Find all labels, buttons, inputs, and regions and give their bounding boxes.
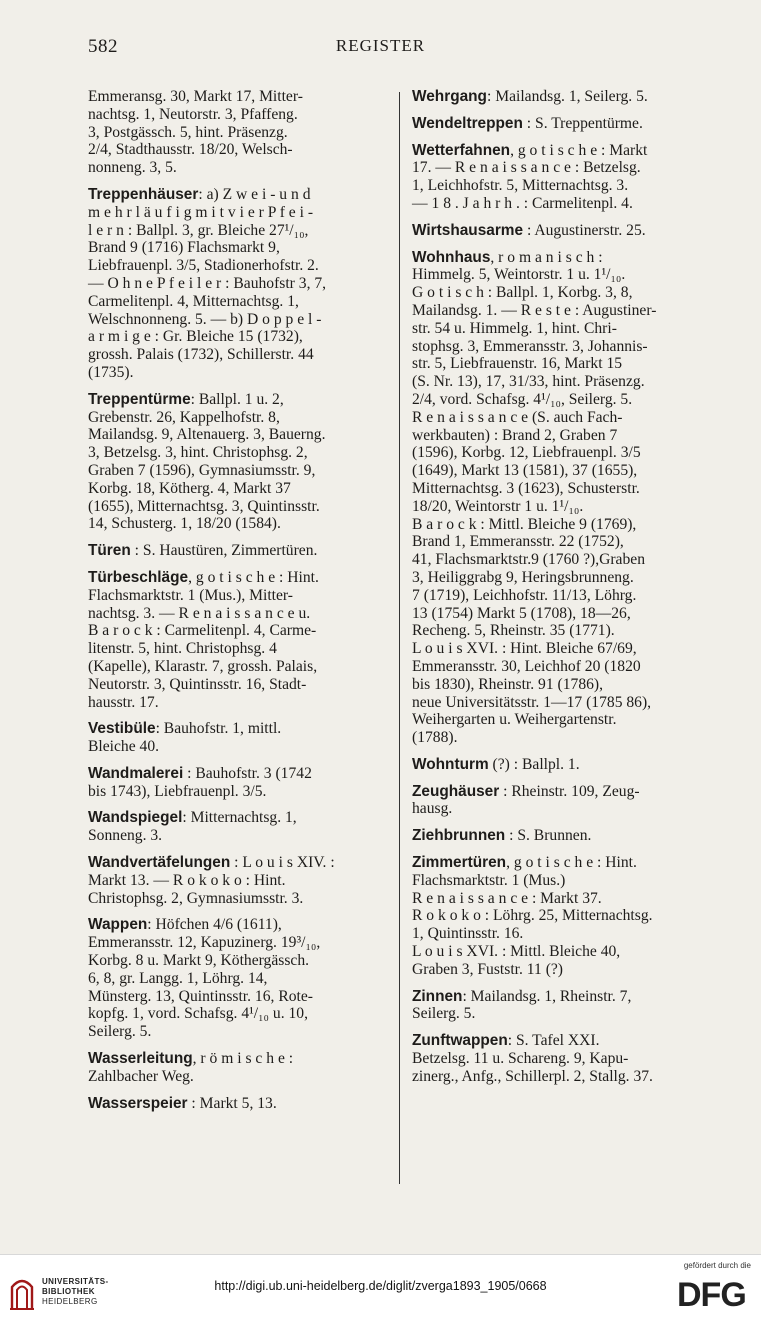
entry-text: : a) Z w e i - u n d m e h r l ä u f i g m i t v i e r P f e i - l e r n : Ballpl. 3, gr. Bleiche 27¹/₁₀, Brand 9 (1716) Flachsmarkt 9, Liebfrauenpl. 3/5, Stadionerhofstr. 2. — O h n e P f e i l e r : Bauhofstr 3, 7, Carmelitenpl. 4, Mitternachtsg. 1, Welschnonneng. 5. — b) D o p p e l - a r m i g e : Gr. Bleiche 15 (1732), grossh. Palais (1732), Schillerstr. 44 (1735). — [88, 185, 327, 381]
index-entry — [88, 1050, 386, 1086]
entry-headword: Wandspiegel — [88, 809, 183, 827]
index-entry — [412, 115, 708, 133]
entry-text: : Ballpl. 1 u. 2, Grebenstr. 26, Kappelhofstr. 8, Mailandsg. 9, Altenauerg. 3, Bauerng. 3, Betzelsg. 3, hint. Christophsg. 2, Graben 7 (1596), Gymnasiumsstr. 9, Korbg. 18, Kötherg. 4, Markt 37 (1655), Mitternachtsg. 3, Quintinsstr. 14, Schusterg. 1, 18/20 (1584). — [88, 390, 326, 533]
index-column-right — [412, 88, 708, 1095]
entry-text: : Höfchen 4/6 (1611), Emmeransstr. 12, Kapuzinerg. 19³/₁₀, Korbg. 8 u. Markt 9, Köthergässch. 6, 8, gr. Langg. 1, Löhrg. 14, Münsterg. 13, Quintinsstr. 16, Rote- kopfg. 1, vord. Schafsg. 4¹/₁₀ u. 10, Seilerg. 5. — [88, 916, 321, 1041]
funding-note: gefördert durch die — [683, 1261, 751, 1270]
index-entry — [88, 88, 386, 177]
entry-text: , r o m a n i s c h : Himmelg. 5, Weintorstr. 1 u. 1¹/₁₀. G o t i s c h : Ballpl. 1, Korbg. 3, 8, Mailandsg. 1. — R e s t e : Augustiner- str. 54 u. Himmelg. 1, hint. Chri- stophsg. 3, Emmeransstr. 3, Johannis- str. 5, Liebfrauenstr. 16, Markt 15 (S. Nr. 13), 17, 31/33, hint. Präsenzg. 2/4, vord. Schafsg. 4¹/₁₀, Seilerg. 5. R e n a i s s a n c e (S. auch Fach- werkbauten) : Brand 2, Graben 7 (1596), Korbg. 12, Liebfrauenpl. 3/5 (1649), Markt 13 (1581), 37 (1655), Mitternachtsg. 3 (1623), Schusterstr. 18/20, Weintorstr 1 u. 1¹/₁₀. B a r o c k : Mittl. Bleiche 9 (1769), Brand 1, Emmeransstr. 22 (1752), 41, Flachsmarktstr.9 (1760 ?),Graben 3, Heiliggrabg 9, Heringsbrunneng. 7 (1719), Leichhofstr. 11/13, Löhrg. 13 (1754) Markt 5 (1708), 18—26, Recheng. 5, Rheinstr. 35 (1771). L o u i s XVI. : Hint. Bleiche 67/69, Emmeransstr. 30, Leichhof 20 (1820 bis 1830), Rheinstr. 91 (1786), neue Universitätsstr. 1—17 (1785 86), Weihergarten u. Weihergartenstr. (1788). — [412, 248, 657, 747]
entry-headword: Wetterfahnen — [412, 141, 511, 159]
university-library-logo[interactable] — [8, 1271, 158, 1315]
library-name-line3: HEIDELBERG — [42, 1297, 98, 1306]
entry-text: , g o t i s c h e : Hint. Flachsmarktstr. 1 (Mus.) R e n a i s s a n c e : Markt 37. R o k o k o : Löhrg. 25, Mitternachtsg. 1, Quintinsstr. 16. L o u i s XVI. : Mittl. Bleiche 40, Graben 3, Fuststr. 11 (?) — [412, 854, 653, 978]
entry-text: , g o t i s c h e : Markt 17. — R e n a i s s a n c e : Betzelsg. 1, Leichhofstr. 5, Mitternachtsg. 3. — 1 8 . J a h r h . : Carmelitenpl. 4. — [412, 141, 648, 212]
dfg-logo-text: DFG — [677, 1276, 746, 1313]
column-divider — [399, 92, 400, 1184]
entry-text: : Mitternachtsg. 1, Sonneng. 3. — [88, 809, 297, 845]
index-entry — [88, 720, 386, 756]
entry-headword: Wohnturm — [412, 755, 489, 773]
entry-headword: Zinnen — [412, 987, 463, 1005]
index-entry — [412, 249, 708, 747]
entry-headword: Treppentürme — [88, 390, 191, 408]
entry-headword: Treppenhäuser — [88, 185, 199, 203]
dfg-logo[interactable] — [677, 1273, 751, 1313]
index-entry — [412, 88, 708, 106]
index-entry — [412, 988, 708, 1024]
index-entry — [88, 1095, 386, 1113]
index-entry — [88, 542, 386, 560]
entry-headword: Wandmalerei — [88, 764, 184, 782]
library-name-line1: UNIVERSITÄTS- — [42, 1277, 109, 1286]
index-entry — [412, 222, 708, 240]
index-entry — [88, 391, 386, 533]
index-entry — [88, 916, 386, 1041]
entry-headword: Zunftwappen — [412, 1032, 508, 1050]
index-entry — [88, 854, 386, 907]
library-name-line2: BIBLIOTHEK — [42, 1287, 95, 1296]
index-entry — [412, 1032, 708, 1085]
page-number: 582 — [88, 36, 118, 57]
index-entry — [88, 186, 386, 382]
entry-headword: Wasserspeier — [88, 1094, 188, 1112]
index-entry — [412, 827, 708, 845]
index-entry — [412, 756, 708, 774]
entry-text: : S. Tafel XXI. Betzelsg. 11 u. Schareng. 9, Kapu- zinerg., Anfg., Schillerpl. 2, Stallg. 37. — [412, 1032, 653, 1085]
entry-headword: Wendeltreppen — [412, 114, 523, 132]
entry-text: : S. Brunnen. — [505, 827, 592, 845]
entry-headword: Türbeschläge — [88, 568, 189, 586]
entry-text: : Rheinstr. 109, Zeug- hausg. — [412, 782, 640, 818]
entry-text: : Bauhofstr. 3 (1742 bis 1743), Liebfrauenpl. 3/5. — [88, 764, 312, 800]
entry-headword: Wohnhaus — [412, 248, 491, 266]
entry-text: : Mailandsg. 1, Seilerg. 5. — [486, 88, 648, 105]
entry-text: Emmeransg. 30, Markt 17, Mitter- nachtsg. 1, Neutorstr. 3, Pfaffeng. 3, Postgässch. 5, hint. Präsenzg. 2/4, Stadthausstr. 18/20, Welsch- nonneng. 3, 5. — [88, 88, 303, 177]
index-entry — [412, 783, 708, 819]
entry-headword: Wappen — [88, 916, 148, 934]
entry-text: , g o t i s c h e : Hint. Flachsmarktstr. 1 (Mus.), Mitter- nachtsg. 3. — R e n a i s s a n c e u. B a r o c k : Carmelitenpl. 4, Carme- litenstr. 5, hint. Christophsg. 4 (Kapelle), Klarastr. 7, grossh. Palais, Neutorstr. 3, Quintinsstr. 16, Stadt- hausstr. 17. — [88, 568, 319, 711]
entry-text: : Bauhofstr. 1, mittl. Bleiche 40. — [88, 720, 282, 756]
entry-headword: Wirtshausarme — [412, 221, 524, 239]
entry-headword: Wasserleitung — [88, 1050, 193, 1068]
index-entry — [412, 142, 708, 213]
entry-text: : S. Haustüren, Zimmertüren. — [130, 542, 318, 560]
index-column-left — [88, 88, 386, 1121]
index-entry — [88, 569, 386, 711]
index-entry — [88, 809, 386, 845]
index-entry — [412, 854, 708, 979]
entry-text: : S. Treppentürme. — [522, 114, 643, 132]
entry-text: : Mailandsg. 1, Rheinstr. 7, Seilerg. 5. — [412, 987, 632, 1023]
entry-headword: Türen — [88, 542, 131, 560]
entry-headword: Ziehbrunnen — [412, 827, 506, 845]
entry-text: (?) : Ballpl. 1. — [488, 755, 580, 773]
running-title: REGISTER — [335, 36, 426, 55]
entry-text: : Augustinerstr. 25. — [523, 221, 646, 239]
entry-headword: Wehrgang — [412, 88, 487, 105]
entry-headword: Vestibüle — [88, 720, 156, 738]
digitization-footer — [0, 1254, 761, 1323]
entry-headword: Zeughäuser — [412, 782, 500, 800]
entry-headword: Wandvertäfelungen — [88, 854, 231, 872]
entry-headword: Zimmertüren — [412, 854, 507, 872]
index-entry — [88, 765, 386, 801]
entry-text: : Markt 5, 13. — [187, 1094, 277, 1112]
source-url-link[interactable]: http://digi.ub.uni-heidelberg.de/diglit/zverga1893_1905/0668 — [214, 1279, 547, 1293]
entry-text: : L o u i s XIV. : Markt 13. — R o k o k o : Hint. Christophsg. 2, Gymnasiumsstr. 3. — [88, 854, 335, 907]
entry-text: , r ö m i s c h e : Zahlbacher Weg. — [88, 1050, 294, 1085]
